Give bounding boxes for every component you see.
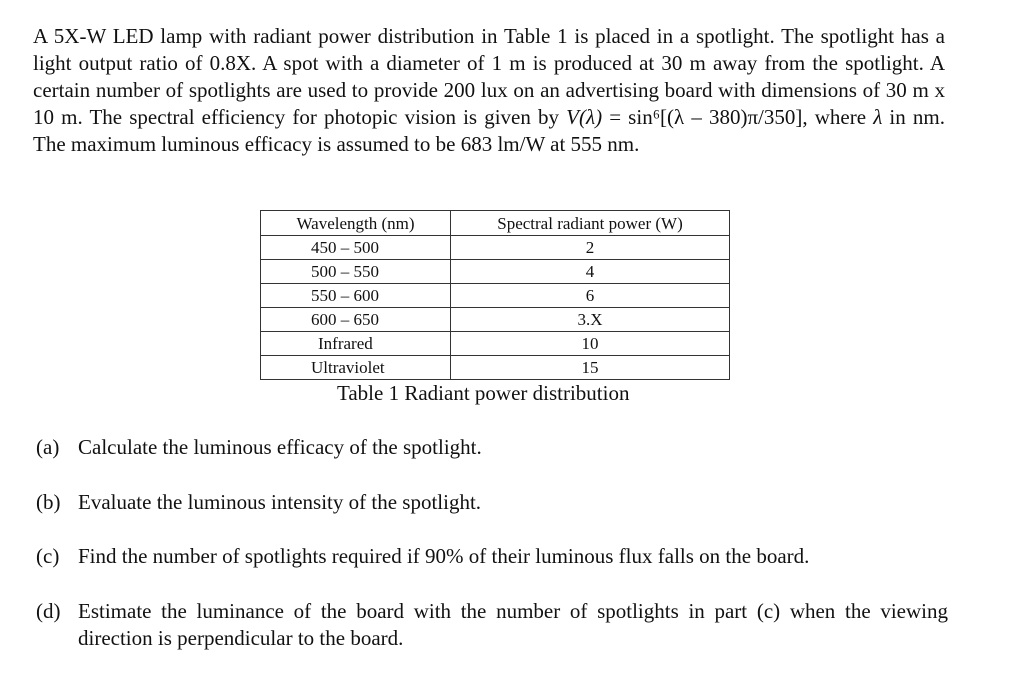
table-row <box>261 332 730 356</box>
question-text: Estimate the luminance of the board with the number of spotlights in part (c) when the viewing direction is perpendicular to the board. <box>78 599 948 650</box>
question-text: Calculate the luminous efficacy of the spotlight. <box>78 435 482 459</box>
table-row <box>261 308 730 332</box>
table-caption: Table 1 Radiant power distribution <box>337 381 630 405</box>
question-label: (c) <box>36 544 60 568</box>
question-d <box>36 598 948 652</box>
table-header-wavelength: Wavelength (nm) <box>261 211 451 236</box>
question-label: (a) <box>36 435 60 459</box>
table-header-row <box>261 211 730 236</box>
table-cell-power: 3.X <box>451 308 730 332</box>
table-cell-power: 10 <box>451 332 730 356</box>
formula-lhs: V(λ) <box>566 105 603 129</box>
table-cell-power: 6 <box>451 284 730 308</box>
question-a <box>36 434 948 461</box>
question-b <box>36 489 948 516</box>
problem-intro-text: A 5X-W LED lamp with radiant power distribution in Table 1 is placed in a spotlight. The spotlight has a light output ratio of 0.8X. A spot with a diameter of 1 m is produced at 30 m away from the spotlight. A certain number of spotlights are used to provide 200 lux on an advertising board with dimensions of 30 m x 10 m. The spectral efficiency for photopic vision is given by <box>33 24 945 129</box>
question-label: (d) <box>36 599 61 623</box>
table-header-radiant-power: Spectral radiant power (W) <box>451 211 730 236</box>
table-cell-power: 2 <box>451 236 730 260</box>
table-cell-power: 4 <box>451 260 730 284</box>
table-row <box>261 356 730 380</box>
table-cell-wavelength: 550 – 600 <box>261 284 451 308</box>
question-text: Find the number of spotlights required if 90% of their luminous flux falls on the board. <box>78 544 810 568</box>
table-cell-wavelength: 450 – 500 <box>261 236 451 260</box>
question-text: Evaluate the luminous intensity of the spotlight. <box>78 490 482 514</box>
question-c <box>36 543 948 570</box>
table-row <box>261 236 730 260</box>
radiant-power-table <box>260 210 730 380</box>
table-row <box>261 260 730 284</box>
table-cell-power: 15 <box>451 356 730 380</box>
radiant-power-table-container <box>260 210 730 380</box>
question-label: (b) <box>36 490 61 514</box>
table-cell-wavelength: 600 – 650 <box>261 308 451 332</box>
table-cell-wavelength: Ultraviolet <box>261 356 451 380</box>
formula-rhs: = sin⁶[(λ – 380)π/350], where <box>602 105 874 129</box>
table-row <box>261 284 730 308</box>
problem-statement <box>33 23 945 158</box>
lambda-symbol: λ <box>873 105 883 129</box>
table-cell-wavelength: Infrared <box>261 332 451 356</box>
table-cell-wavelength: 500 – 550 <box>261 260 451 284</box>
problem-outro-text: in nm. The maximum luminous efficacy is assumed to be 683 lm/W at 555 nm. <box>33 105 945 156</box>
